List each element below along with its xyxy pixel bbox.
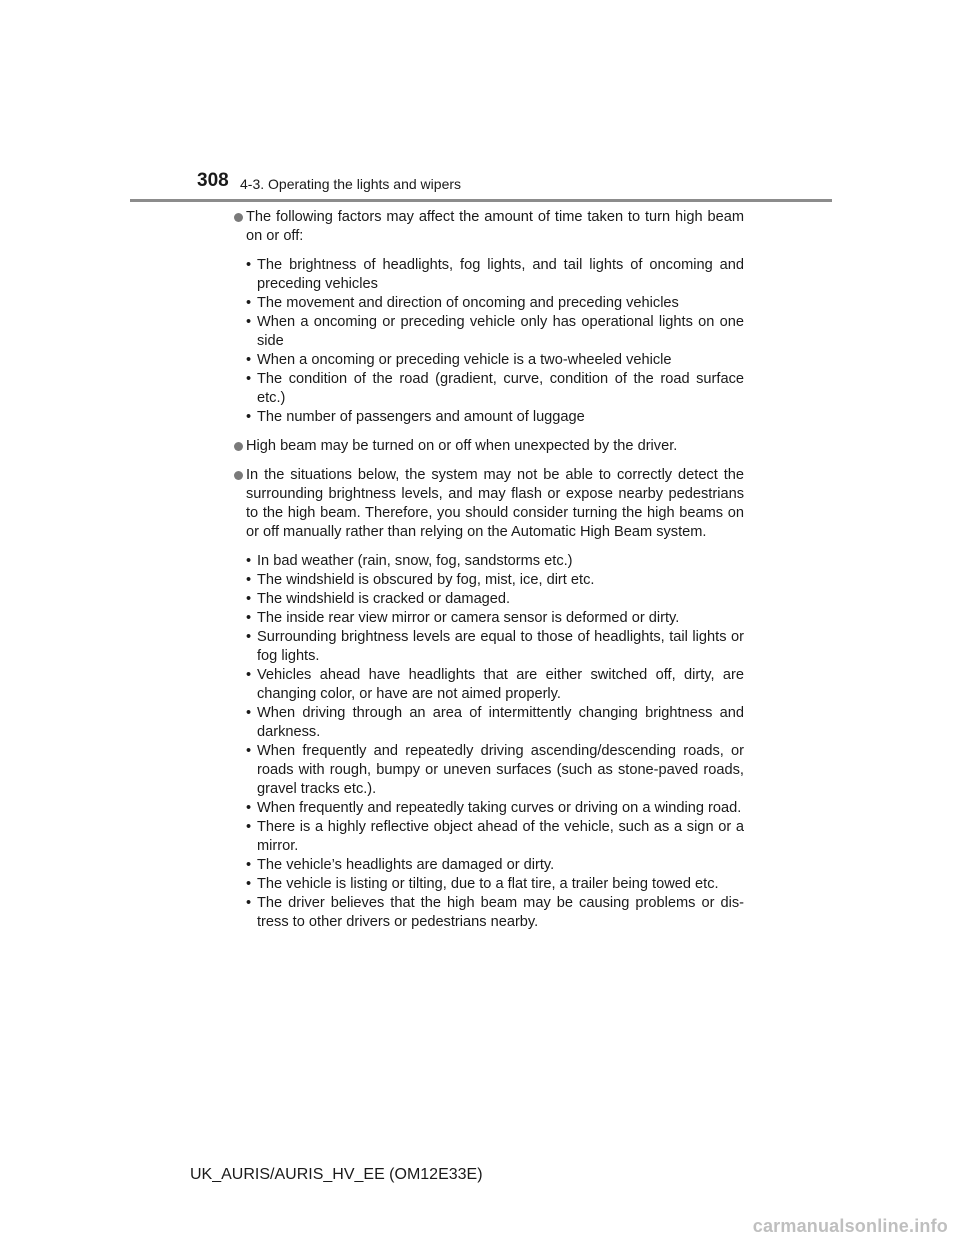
list-item-text: Vehicles ahead have headlights that are either switched off, dirty, are changing color, or have are not aimed properly. (257, 667, 744, 702)
list-bullet: • (246, 743, 252, 759)
list-item-text: The condition of the road (gradient, curve, condition of the road surface etc.) (257, 371, 744, 406)
list-item (232, 313, 744, 351)
list-bullet: • (246, 591, 252, 607)
sub-list (232, 256, 744, 427)
list-bullet: • (246, 857, 252, 873)
list-item-text: When a oncoming or preceding vehicle is a two-wheeled vehicle (257, 352, 672, 368)
page-number: 308 (197, 170, 229, 191)
bullet-dot-icon (234, 471, 243, 480)
list-bullet: • (246, 800, 252, 816)
list-item-text: The movement and direction of oncoming and preceding vehicles (257, 295, 679, 311)
list-bullet: • (246, 553, 252, 569)
list-bullet: • (246, 629, 252, 645)
list-bullet: • (246, 876, 252, 892)
list-item (232, 351, 744, 370)
list-bullet: • (246, 610, 252, 626)
list-bullet: • (246, 352, 252, 368)
paragraph (232, 208, 744, 246)
list-bullet: • (246, 705, 252, 721)
list-item (232, 875, 744, 894)
page-content (232, 205, 744, 942)
paragraph (232, 437, 744, 456)
list-bullet: • (246, 295, 252, 311)
list-item (232, 370, 744, 408)
paragraph (232, 466, 744, 542)
list-item-text: There is a highly reflective object ahead of the vehicle, such as a sign or a mirror. (257, 819, 744, 854)
list-item-text: Surrounding brightness levels are equal to those of headlights, tail lights or fog lights. (257, 629, 744, 664)
list-bullet: • (246, 667, 252, 683)
watermark: carmanualsonline.info (752, 1216, 948, 1236)
list-item-text: The driver believes that the high beam may be causing problems or dis-tress to other drivers or pedestrians nearby. (257, 895, 744, 930)
list-item-text: The windshield is obscured by fog, mist, ice, dirt etc. (257, 572, 595, 588)
list-item (232, 408, 744, 427)
list-item (232, 571, 744, 590)
list-item (232, 666, 744, 704)
list-item (232, 609, 744, 628)
list-item-text: The windshield is cracked or damaged. (257, 591, 511, 607)
header-divider (130, 199, 832, 202)
sub-list (232, 552, 744, 932)
list-item (232, 590, 744, 609)
list-bullet: • (246, 314, 252, 330)
list-item-text: When frequently and repeatedly driving ascending/descending roads, or roads with rough, bumpy or uneven surfaces (such as stone-paved roads, gravel tracks etc.). (257, 743, 744, 797)
paragraph-text: The following factors may affect the amount of time taken to turn high beam on or off: (246, 209, 744, 244)
list-item (232, 799, 744, 818)
bullet-dot-icon (234, 213, 243, 222)
list-item-text: The vehicle is listing or tilting, due to a flat tire, a trailer being towed etc. (257, 876, 719, 892)
list-bullet: • (246, 819, 252, 835)
list-item (232, 552, 744, 571)
list-bullet: • (246, 409, 252, 425)
list-item (232, 894, 744, 932)
list-item-text: In bad weather (rain, snow, fog, sandstorms etc.) (257, 553, 573, 569)
footer-model-code: UK_AURIS/AURIS_HV_EE (OM12E33E) (190, 1166, 483, 1183)
list-item-text: The number of passengers and amount of luggage (257, 409, 585, 425)
list-item-text: When a oncoming or preceding vehicle only has operational lights on one side (257, 314, 744, 349)
list-item (232, 294, 744, 313)
list-item-text: The inside rear view mirror or camera sensor is deformed or dirty. (257, 610, 680, 626)
list-item (232, 256, 744, 294)
page-header (0, 0, 960, 210)
list-bullet: • (246, 895, 252, 911)
list-item-text: The brightness of headlights, fog lights, and tail lights of oncoming and preceding vehicles (257, 257, 744, 292)
paragraph-text: In the situations below, the system may not be able to correctly detect the surrounding brightness levels, and may flash or expose nearby pedestrians to the high beam. Therefore, you should consider turning the high beams on or off manually rather than relying on the Automatic High Beam system. (246, 467, 744, 540)
list-item (232, 742, 744, 799)
list-item (232, 818, 744, 856)
section-title: 4-3. Operating the lights and wipers (240, 176, 462, 192)
list-bullet: • (246, 572, 252, 588)
bullet-dot-icon (234, 442, 243, 451)
paragraph-text: High beam may be turned on or off when unexpected by the driver. (246, 438, 678, 454)
list-item-text: The vehicle’s headlights are damaged or dirty. (257, 857, 555, 873)
list-item (232, 704, 744, 742)
list-item-text: When frequently and repeatedly taking curves or driving on a winding road. (257, 800, 742, 816)
list-bullet: • (246, 371, 252, 387)
list-item-text: When driving through an area of intermittently changing brightness and darkness. (257, 705, 744, 740)
list-item (232, 856, 744, 875)
list-item (232, 628, 744, 666)
list-bullet: • (246, 257, 252, 273)
